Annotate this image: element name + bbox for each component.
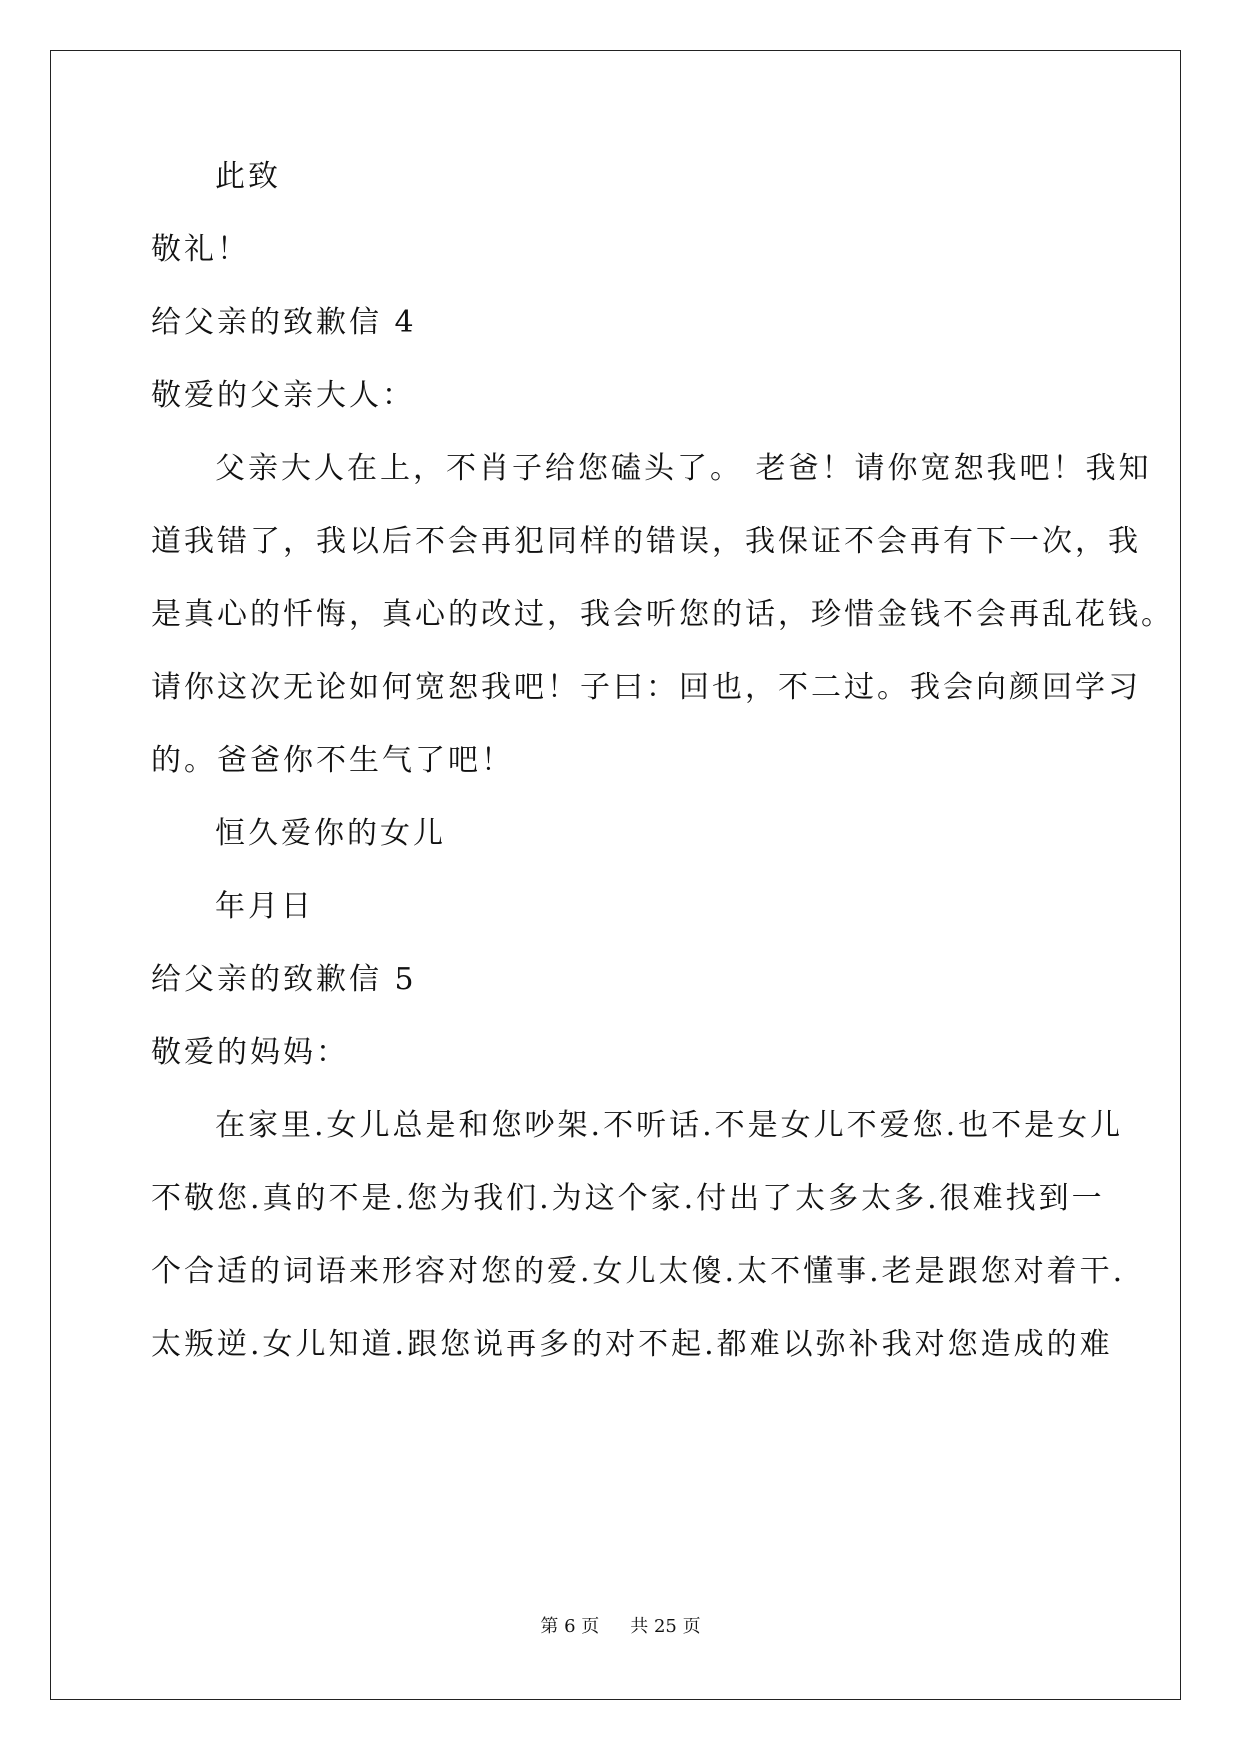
paragraph-line: 父亲大人在上，不肖子给您磕头了。 老爸！请你宽恕我吧！我知 (215, 451, 1152, 486)
date-line: 年月日 (215, 889, 314, 924)
page-number: 第 6 页 (540, 1616, 600, 1637)
document-body (151, 140, 1174, 1381)
signature: 恒久爱你的女儿 (215, 816, 446, 851)
paragraph-line: 太叛逆.女儿知道.跟您说再多的对不起.都难以弥补我对您造成的难 (151, 1327, 1113, 1362)
paragraph-line: 在家里.女儿总是和您吵架.不听话.不是女儿不爱您.也不是女儿 (215, 1108, 1124, 1143)
paragraph-line: 的。爸爸你不生气了吧！ (151, 743, 514, 778)
letter-title-5: 给父亲的致歉信 5 (151, 962, 417, 997)
paragraph-line: 是真心的忏悔，真心的改过，我会听您的话，珍惜金钱不会再乱花钱。 (151, 597, 1174, 632)
closing-salutation: 此致 (215, 159, 281, 194)
page-footer (0, 1612, 1241, 1638)
paragraph-line: 道我错了，我以后不会再犯同样的错误，我保证不会再有下一次，我 (151, 524, 1141, 559)
paragraph-line: 不敬您.真的不是.您为我们.为这个家.付出了太多太多.很难找到一 (151, 1181, 1105, 1216)
paragraph-line: 请你这次无论如何宽恕我吧！子曰：回也，不二过。我会向颜回学习 (151, 670, 1141, 705)
letter-greeting-5: 敬爱的妈妈： (151, 1035, 349, 1070)
letter-greeting-4: 敬爱的父亲大人： (151, 378, 415, 413)
total-pages: 共 25 页 (630, 1616, 701, 1637)
paragraph-line: 个合适的词语来形容对您的爱.女儿太傻.太不懂事.老是跟您对着干. (151, 1254, 1126, 1289)
closing-regards: 敬礼！ (151, 232, 250, 267)
letter-title-4: 给父亲的致歉信 4 (151, 305, 417, 340)
